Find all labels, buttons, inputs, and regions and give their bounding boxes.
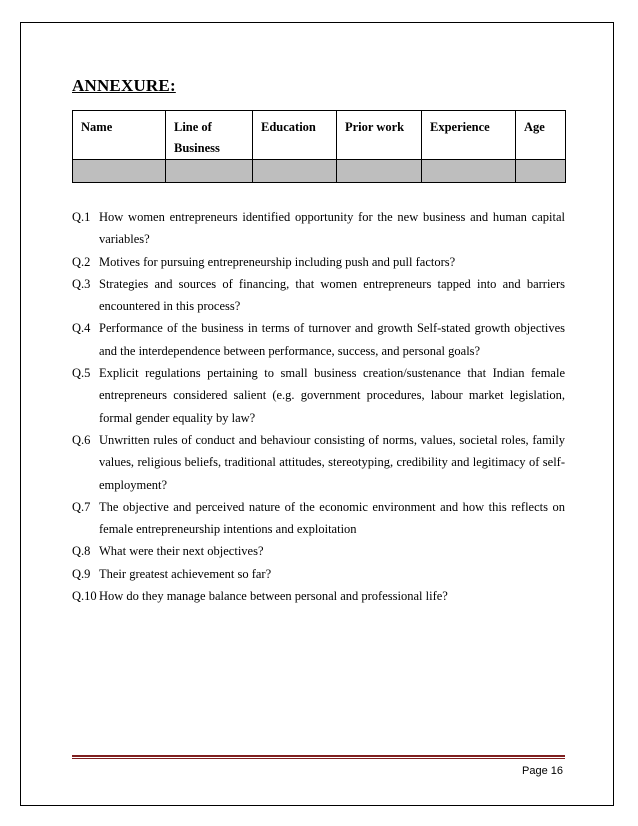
question-item [72,585,565,607]
annexure-heading: ANNEXURE: [72,76,176,95]
question-text: The objective and perceived nature of the economic environment and how this reflects on female entrepreneurship intentions and exploitation [99,499,565,537]
column-header-age: Age [516,111,566,160]
question-item [72,273,565,318]
question-item [72,206,565,251]
question-number: Q.6 [72,432,91,447]
question-text: How women entrepreneurs identified opportunity for the new business and human capital variables? [99,210,565,247]
question-item [72,496,565,541]
question-text: Performance of the business in terms of turnover and growth Self-stated growth objectives and the interdependence between performance, success, and personal goals? [99,321,565,358]
annexure-table [72,110,566,183]
table-cell [337,160,422,183]
table-cell [422,160,516,183]
question-number: Q.3 [72,276,91,291]
footer-rule [72,755,565,759]
question-item [72,251,565,273]
column-header-experience: Experience [422,111,516,160]
question-item [72,317,565,362]
question-item [72,540,565,562]
question-number: Q.9 [72,566,91,581]
table-cell [166,160,253,183]
question-text: What were their next objectives? [99,544,264,559]
table-cell [73,160,166,183]
question-number: Q.1 [72,210,91,224]
question-item [72,362,565,429]
question-item [72,429,565,496]
question-number: Q.10 [72,589,97,604]
question-number: Q.8 [72,544,91,559]
question-text: Motives for pursuing entrepreneurship including push and pull factors? [99,254,456,269]
question-text: Strategies and sources of financing, that women entrepreneurs tapped into and barriers encountered in this process? [99,276,565,314]
question-number: Q.7 [72,499,91,514]
page-number: Page 16 [522,765,563,777]
question-text: Unwritten rules of conduct and behaviour consisting of norms, values, societal roles, family values, religious beliefs, traditional attitudes, stereotyping, credibility and legitimacy of self-employment? [99,432,565,492]
question-number: Q.2 [72,254,91,269]
column-header-line-of-business: Line of Business [166,111,253,160]
question-text: Explicit regulations pertaining to small business creation/sustenance that Indian female entrepreneurs considered salient (e.g. government procedures, labour market legislation, formal gender equality by law? [99,366,565,425]
question-number: Q.5 [72,366,91,381]
question-item [72,563,565,585]
table-header-row [73,111,566,160]
column-header-education: Education [253,111,337,160]
column-header-name: Name [73,111,166,160]
table-row [73,160,566,183]
question-text: How do they manage balance between personal and professional life? [99,589,448,604]
question-list [72,206,565,607]
question-number: Q.4 [72,321,91,336]
question-text: Their greatest achievement so far? [99,566,272,581]
table-cell [516,160,566,183]
column-header-prior-work: Prior work [337,111,422,160]
table-cell [253,160,337,183]
